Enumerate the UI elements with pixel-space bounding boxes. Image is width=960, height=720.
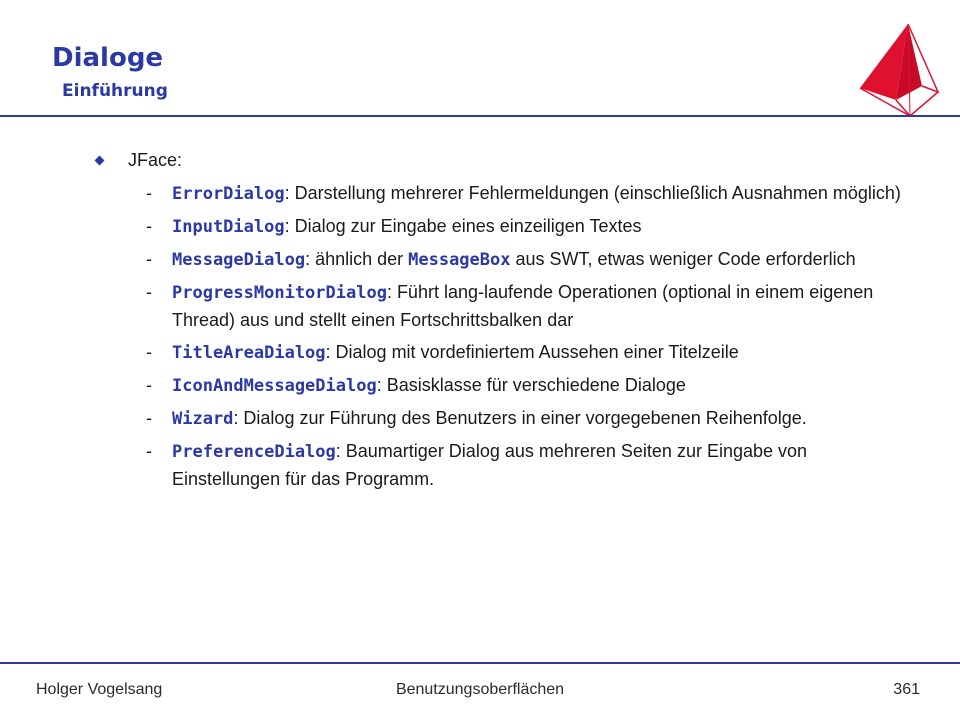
list-item [96, 180, 916, 208]
dash-marker: - [146, 441, 152, 461]
bullet-jface [96, 146, 916, 174]
slide-content [96, 146, 916, 498]
item-description: : Darstellung mehrerer Fehlermeldungen (einschließlich Ausnahmen möglich) [284, 183, 901, 203]
class-name: InputDialog [172, 217, 285, 237]
list-item [96, 279, 916, 334]
footer-page-number: 361 [893, 681, 920, 698]
class-name: Wizard [172, 409, 234, 429]
list-item [96, 405, 916, 433]
list-item [96, 339, 916, 367]
class-name: MessageDialog [172, 250, 306, 270]
slide-subtitle: Einführung [62, 81, 168, 101]
list-item [96, 372, 916, 400]
footer-divider [0, 662, 960, 664]
class-name: ProgressMonitorDialog [172, 283, 387, 303]
item-description: : Dialog zur Eingabe eines einzeiligen Textes [284, 216, 642, 236]
item-description: : Dialog mit vordefiniertem Aussehen einer Titelzeile [325, 342, 739, 362]
dash-marker: - [146, 375, 152, 395]
list-item [96, 213, 916, 241]
list-item [96, 246, 916, 274]
class-name: IconAndMessageDialog [172, 376, 377, 396]
list-item [96, 438, 916, 493]
slide-title: Dialoge [52, 43, 164, 73]
class-name: PreferenceDialog [172, 442, 336, 462]
dash-marker: - [146, 282, 152, 302]
item-description: : Führt lang-laufende Operationen (optional in einem eigenen Thread) aus und stellt einen Fortschrittsbalken dar [172, 282, 874, 330]
item-description: : Dialog zur Führung des Benutzers in einer vorgegebenen Reihenfolge. [233, 408, 807, 428]
red-tent-logo-icon [852, 20, 944, 120]
footer-course: Benutzungsoberflächen [395, 681, 565, 698]
class-name: MessageBox [408, 250, 511, 270]
dash-marker: - [146, 249, 152, 269]
header-divider [0, 115, 960, 117]
dash-marker: - [146, 342, 152, 362]
dialog-list [96, 180, 916, 493]
item-description: aus SWT, etwas weniger Code erforderlich [510, 249, 856, 269]
class-name: ErrorDialog [172, 184, 285, 204]
dash-marker: - [146, 408, 152, 428]
item-description: : Basisklasse für verschiedene Dialoge [376, 375, 686, 395]
item-description: : ähnlich der [305, 249, 409, 269]
footer-author: Holger Vogelsang [36, 681, 163, 698]
class-name: TitleAreaDialog [172, 343, 326, 363]
dash-marker: - [146, 216, 152, 236]
item-description: : Baumartiger Dialog aus mehreren Seiten zur Eingabe von Einstellungen für das Programm. [172, 441, 808, 489]
dash-marker: - [146, 183, 152, 203]
diamond-bullet-icon [96, 146, 110, 174]
bullet-label: JFace: [128, 150, 183, 170]
